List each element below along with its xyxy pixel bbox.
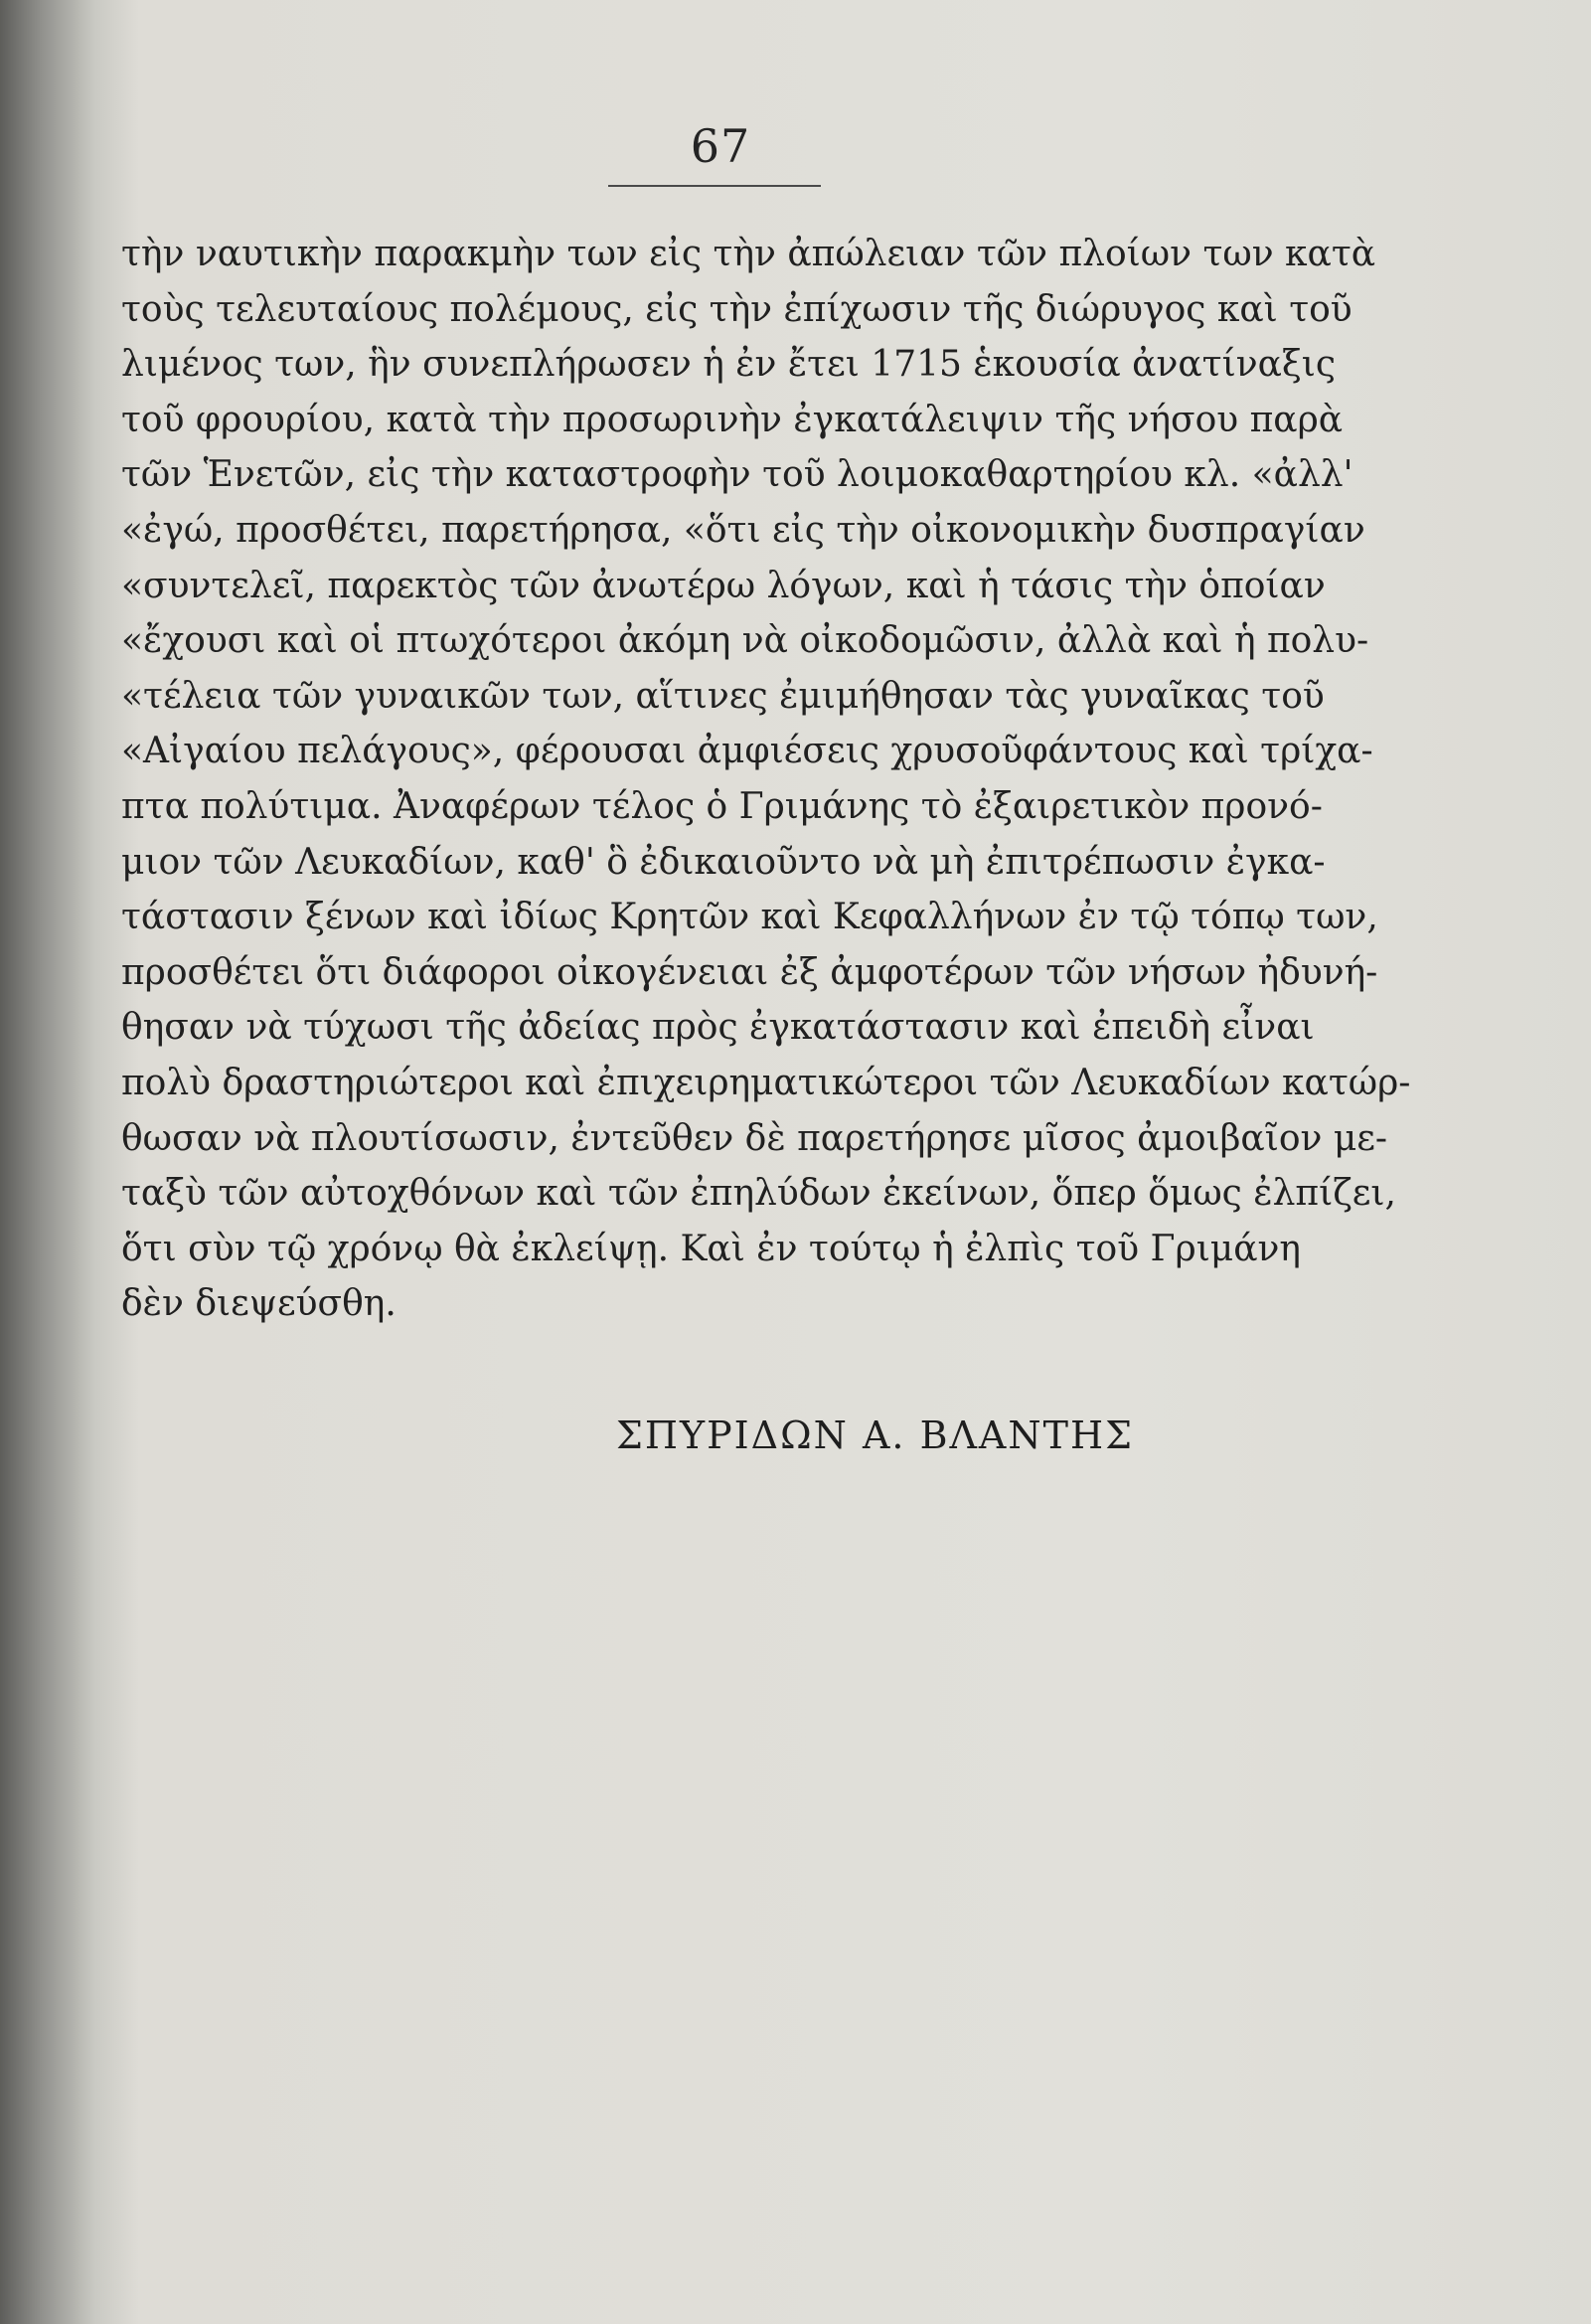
text-line: τάστασιν ξένων καὶ ἰδίως Κρητῶν καὶ Κεφαλλήνων ἐν τῷ τόπῳ των, bbox=[121, 897, 1378, 938]
text-line: «τέλεια τῶν γυναικῶν των, αἵτινες ἐμιμήθησαν τὰς γυναῖκας τοῦ bbox=[121, 675, 1325, 717]
body-text bbox=[121, 227, 1411, 1332]
text-line: δὲν διεψεύσθη. bbox=[121, 1283, 397, 1325]
text-line: ὅτι σὺν τῷ χρόνῳ θὰ ἐκλείψῃ. Καὶ ἐν τούτῳ ἡ ἐλπὶς τοῦ Γριμάνη bbox=[121, 1228, 1301, 1269]
text-line: τὴν ναυτικὴν παρακμὴν των εἰς τὴν ἀπώλειαν τῶν πλοίων των κατὰ bbox=[121, 234, 1376, 274]
text-line: τοὺς τελευταίους πολέμους, εἰς τὴν ἐπίχωσιν τῆς διώρυγος καὶ τοῦ bbox=[121, 288, 1352, 330]
text-line: πολὺ δραστηριώτεροι καὶ ἐπιχειρηματικώτεροι τῶν Λευκαδίων κατώρ- bbox=[121, 1062, 1411, 1103]
text-line: μιον τῶν Λευκαδίων, καθ' ὃ ἐδικαιοῦντο νὰ μὴ ἐπιτρέπωσιν ἐγκα- bbox=[121, 841, 1326, 883]
header-rule bbox=[608, 185, 821, 187]
text-line: «συντελεῖ, παρεκτὸς τῶν ἀνωτέρω λόγων, καὶ ἡ τάσις τὴν ὁποίαν bbox=[121, 565, 1326, 606]
text-line: «Αἰγαίου πελάγους», φέρουσαι ἀμφιέσεις χρυσοῦφάντους καὶ τρίχα- bbox=[121, 731, 1373, 772]
text-line: ταξὺ τῶν αὐτοχθόνων καὶ τῶν ἐπηλύδων ἐκείνων, ὅπερ ὅμως ἐλπίζει, bbox=[121, 1173, 1396, 1215]
text-line: πτα πολύτιμα. Ἀναφέρων τέλος ὁ Γριμάνης τὸ ἐξαιρετικὸν προνό- bbox=[121, 785, 1323, 827]
text-line: προσθέτει ὅτι διάφοροι οἰκογένειαι ἐξ ἀμφοτέρων τῶν νήσων ἠδυνή- bbox=[121, 951, 1378, 993]
text-line: «ἔχουσι καὶ οἱ πτωχότεροι ἀκόμη νὰ οἰκοδομῶσιν, ἀλλὰ καὶ ἡ πολυ- bbox=[121, 620, 1369, 662]
text-line: «ἐγώ, προσθέτει, παρετήρησα, «ὅτι εἰς τὴν οἰκονομικὴν δυσπραγίαν bbox=[121, 509, 1365, 551]
text-line: θησαν νὰ τύχωσι τῆς ἀδείας πρὸς ἐγκατάστασιν καὶ ἐπειδὴ εἶναι bbox=[121, 1007, 1315, 1049]
author-signature: ΣΠΥΡΙΔΩΝ Α. ΒΛΑΝΤΗΣ bbox=[616, 1413, 1134, 1457]
page-number: 67 bbox=[690, 119, 751, 173]
text-line: τοῦ φρουρίου, κατὰ τὴν προσωρινὴν ἐγκατάλειψιν τῆς νήσου παρὰ bbox=[121, 399, 1344, 440]
text-line: λιμένος των, ἣν συνεπλήρωσεν ἡ ἐν ἔτει 1715 ἑκουσία ἀνατίναξις bbox=[121, 344, 1337, 386]
text-line: τῶν Ἑνετῶν, εἰς τὴν καταστροφὴν τοῦ λοιμοκαθαρτηρίου κλ. «ἀλλ' bbox=[121, 454, 1353, 496]
text-line: θωσαν νὰ πλουτίσωσιν, ἐντεῦθεν δὲ παρετήρησε μῖσος ἀμοιβαῖον με- bbox=[121, 1117, 1388, 1159]
